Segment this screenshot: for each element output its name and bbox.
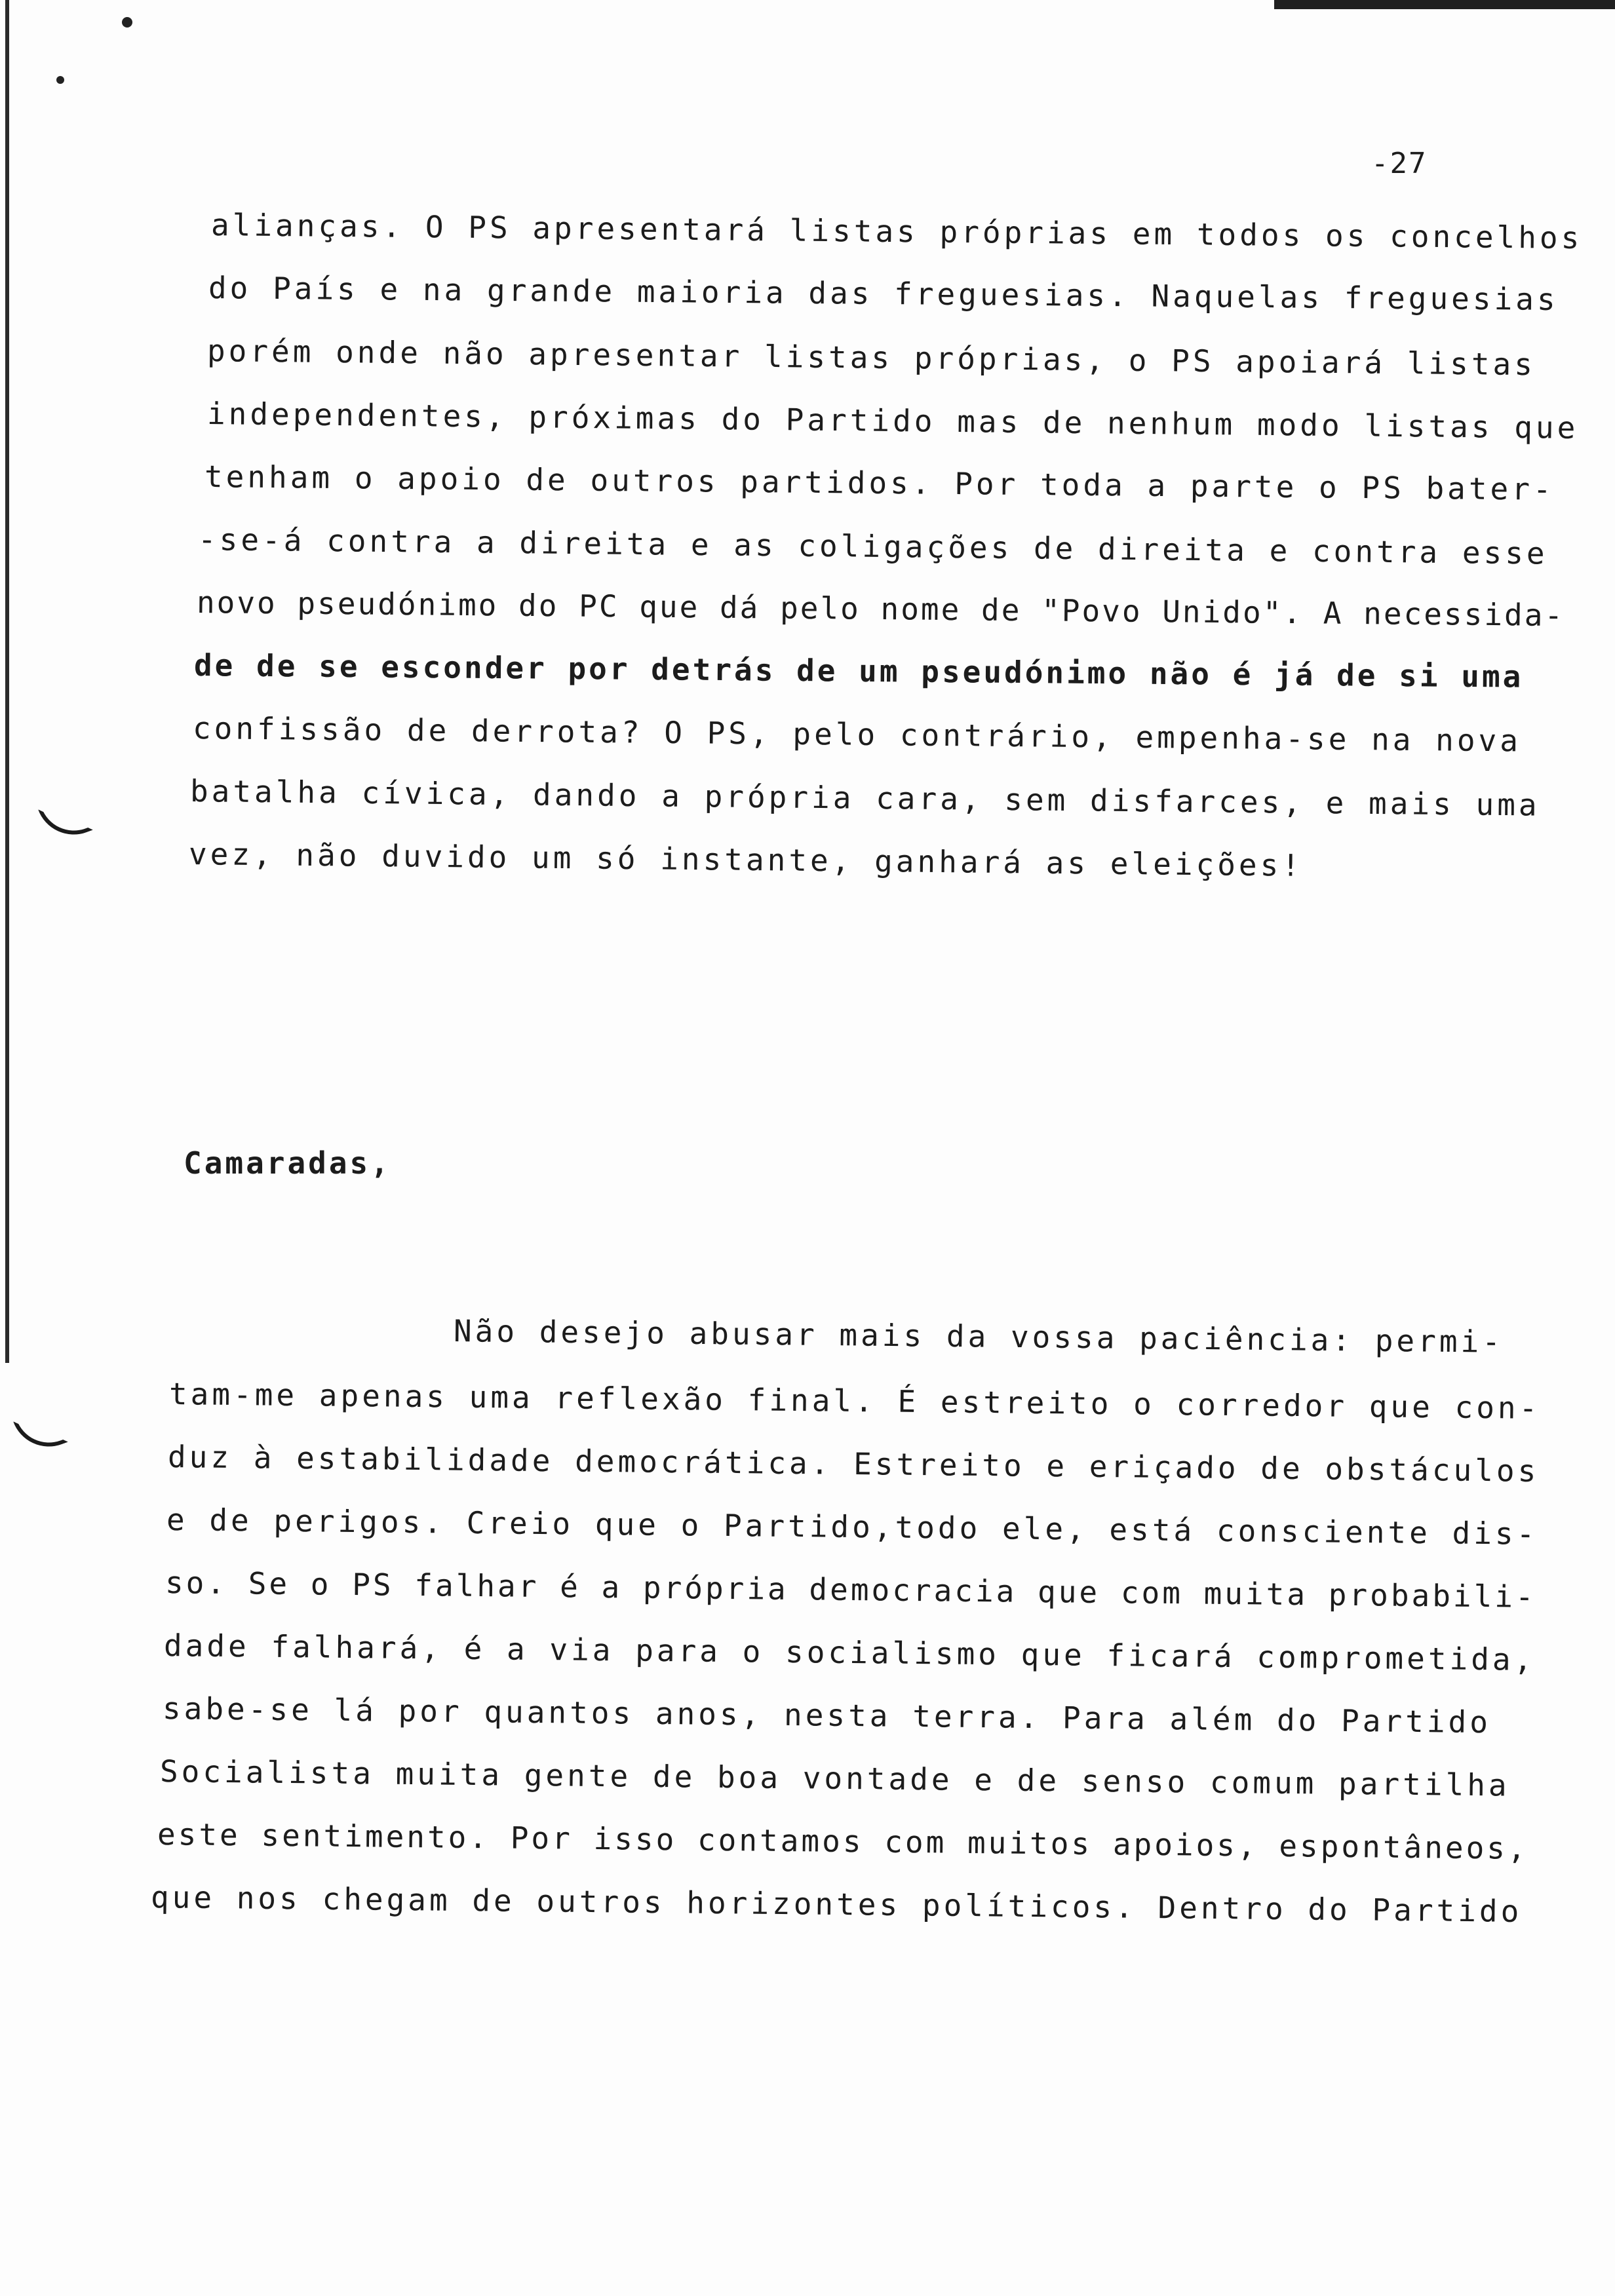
text-line: tenham o apoio de outros partidos. Por toda a parte o PS bater- (204, 459, 1555, 507)
text-line: do País e na grande maioria das freguesias. Naquelas freguesias (208, 270, 1559, 317)
page-number: -27 (1371, 147, 1428, 180)
text-line: que nos chegam de outros horizontes políticos. Dentro do Partido (150, 1879, 1523, 1929)
text-line: alianças. O PS apresentará listas próprias em todos os concelhos (210, 207, 1583, 256)
text-line: batalha cívica, dando a própria cara, sem disfarces, e mais uma (189, 773, 1540, 823)
text-line: porém onde não apresentar listas próprias, o PS apoiará listas (206, 333, 1536, 383)
text-line: dade falhará, é a via para o socialismo que ficará comprometida, (163, 1628, 1536, 1677)
text-line: sabe-se lá por quantos anos, nesta terra. Para além do Partido (162, 1691, 1492, 1740)
text-line: duz à estabilidade democrática. Estreito e eriçado de obstáculos (167, 1439, 1540, 1489)
text-line: Não desejo abusar mais da vossa paciência: permi- (453, 1313, 1504, 1360)
text-line: confissão de derrota? O PS, pelo contrário, empenha-se na nova (192, 710, 1522, 759)
scan-edge-left (5, 0, 9, 1363)
text-line: tam-me apenas uma reflexão final. É estreito o corredor que con- (168, 1376, 1541, 1426)
punch-hole-mark (13, 1406, 68, 1457)
text-line: Socialista muita gente de boa vontade e de senso comum partilha (159, 1753, 1510, 1803)
text-line: independentes, próximas do Partido mas de nenhum modo listas que (206, 396, 1579, 446)
punch-hole-mark (38, 794, 93, 845)
text-line: de de se esconder por detrás de um pseudónimo não é já de si uma (193, 647, 1524, 695)
scan-speck (122, 17, 132, 28)
text-line: novo pseudónimo do PC que dá pelo nome de "Povo Unido". A necessida- (196, 584, 1565, 634)
text-line: e de perigos. Creio que o Partido,todo ele, está consciente dis- (166, 1502, 1538, 1552)
text-line: so. Se o PS falhar é a própria democracia que com muita probabili- (165, 1565, 1536, 1615)
scan-speck (56, 76, 64, 84)
text-line: este sentimento. Por isso contamos com muitos apoios, espontâneos, (157, 1816, 1528, 1866)
text-line: -se-á contra a direita e as coligações de direita e contra esse (197, 522, 1548, 571)
text-line: vez, não duvido um só instante, ganhará as eleições! (188, 836, 1304, 883)
salutation: Camaradas, (184, 1145, 391, 1181)
scan-edge-top (1274, 0, 1615, 9)
